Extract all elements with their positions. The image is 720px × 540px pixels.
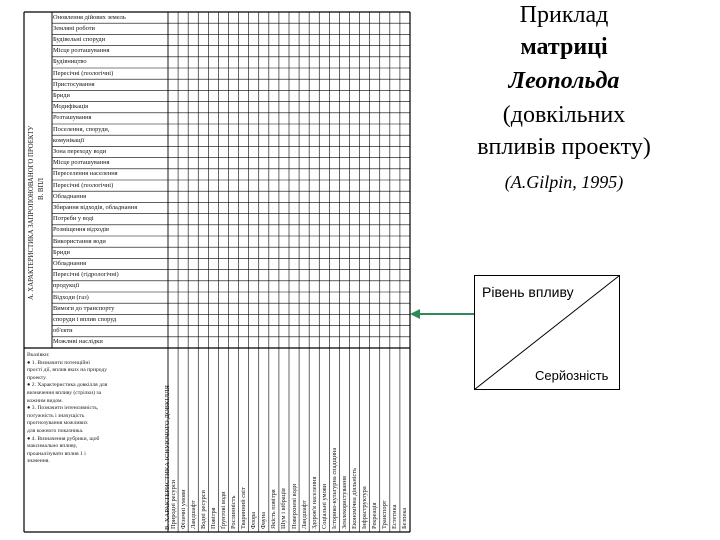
row-label: Поселення, споруди,: [53, 125, 110, 133]
row-label: споруди і вплив споруд: [53, 315, 117, 323]
row-label: Будівництво: [53, 58, 87, 66]
column-label: Економічна діяльність: [351, 467, 359, 529]
legend: [27, 352, 167, 466]
section-b-title: В. ХАРАКТЕРИСТИКА ІСНУЮЧОГО ДОВКІЛЛЯ: [164, 385, 171, 530]
column-label: Фауна: [260, 511, 268, 529]
legend-line: ● 4. Визначення рубрики, щоб: [27, 435, 100, 442]
title-citation: (A.Gilpin, 1995): [504, 172, 624, 192]
column-label: Якість повітря: [270, 489, 278, 529]
row-label: Бриди: [53, 248, 70, 256]
column-label: Естетика: [391, 504, 399, 529]
row-label: комунікації: [53, 136, 85, 144]
legend-line: значення.: [27, 458, 50, 465]
column-label: Інфраструктура: [361, 486, 369, 529]
row-label: Модифікація: [53, 103, 89, 111]
legend-line: визначення впливу (стрілки) за: [27, 389, 102, 396]
legend-line: максимально впливу,: [27, 443, 78, 450]
legend-line: потужність і значущість: [27, 412, 85, 419]
legend-line: кожним видом.: [27, 397, 63, 404]
row-label: Бриди: [53, 91, 70, 99]
column-label: Рекреація: [371, 502, 379, 529]
column-label: Ґрунтові води: [219, 491, 227, 529]
column-label: Землекористування: [340, 476, 348, 529]
column-label: Природні ресурси: [169, 479, 177, 529]
column-label: Поверхневі води: [290, 483, 298, 529]
column-label: Водні ресурси: [199, 490, 207, 529]
legend-line: ● 1. Визначити потенційні: [27, 359, 90, 366]
column-label: Ландшафт: [300, 500, 308, 529]
row-label: об'єкти: [53, 327, 73, 335]
row-label: Вимоги до транспорту: [53, 304, 115, 312]
column-label: Шум і вібрація: [280, 488, 288, 529]
title-line-5: впливів проекту): [477, 134, 651, 160]
column-label: Флора: [250, 511, 258, 529]
section-a-subtitle: В. ВПЛ: [38, 178, 45, 200]
row-label: Переселення населення: [53, 170, 118, 178]
legend-line: для кожного показника.: [27, 427, 84, 434]
row-label: Місце розташування: [53, 47, 110, 55]
row-label: Розміщення відходів: [53, 226, 110, 234]
legend-line: проекту.: [27, 374, 47, 381]
row-label: Пристосування: [53, 80, 95, 88]
column-label: Тваринний світ: [240, 487, 248, 529]
column-label: Безпека: [401, 507, 409, 529]
section-a-title: А. ХАРАКТЕРИСТИКА ЗАПРОПОНОВАНОГО ПРОЕКТУ: [28, 125, 35, 300]
row-label: Оновлення дійових земель: [53, 13, 126, 21]
row-label: продукції: [53, 282, 80, 290]
column-label: Фізичні умови: [179, 489, 187, 529]
row-label: Пересічні (гідрологічні): [53, 271, 119, 279]
legend-line: проаналізувати вплив 1 і: [27, 450, 86, 457]
row-label: Місце розташування: [53, 159, 110, 167]
legend-line: прості дії, вплив яких на природу: [27, 367, 108, 374]
legend-title: Вказівки:: [27, 352, 50, 358]
row-label: Відходи (газ): [53, 293, 89, 301]
title-line-3: Леопольда: [508, 68, 620, 94]
legend-line: прогнозування можливих: [27, 420, 88, 427]
legend-line: ● 2. Характеристика довкілля для: [27, 382, 108, 389]
column-label: Повітря: [209, 507, 217, 529]
title-line-2: матриці: [520, 34, 608, 60]
row-label: Збирання відходів, обладнання: [53, 203, 138, 211]
row-label: Будівельні споруди: [53, 35, 106, 43]
title-line-1: Приклад: [519, 2, 609, 28]
row-label: Земляні роботи: [53, 24, 95, 32]
row-label: Потреби у воді: [53, 215, 94, 223]
row-label: Пересічні (геологічні): [53, 181, 114, 189]
pointer-arrow-icon: [410, 306, 476, 322]
row-label: Обладнання: [53, 192, 87, 200]
column-label: Транспорт: [381, 500, 389, 529]
legend-line: ● 3. Позначити інтенсивність,: [27, 405, 99, 412]
row-label: Обладнання: [53, 259, 87, 267]
row-label: Можливі наслідки: [53, 338, 103, 346]
severity-label: Серйозність: [535, 368, 609, 383]
column-label: Ландшафт: [189, 500, 197, 529]
column-label: Історико-культурна спадщина: [330, 447, 338, 529]
column-label: Соціальні умови: [320, 483, 328, 529]
row-label: Розташування: [53, 114, 92, 122]
title-line-4: (довкільних: [502, 102, 626, 128]
row-label: Зона переходу води: [53, 147, 107, 155]
column-label: Здоров'я населення: [310, 476, 318, 529]
column-label: Рослинність: [230, 495, 238, 529]
row-label: Використання води: [53, 237, 106, 245]
impact-level-label: Рівень впливу: [482, 284, 574, 300]
row-label: Пересічні (геологічні): [53, 69, 114, 77]
